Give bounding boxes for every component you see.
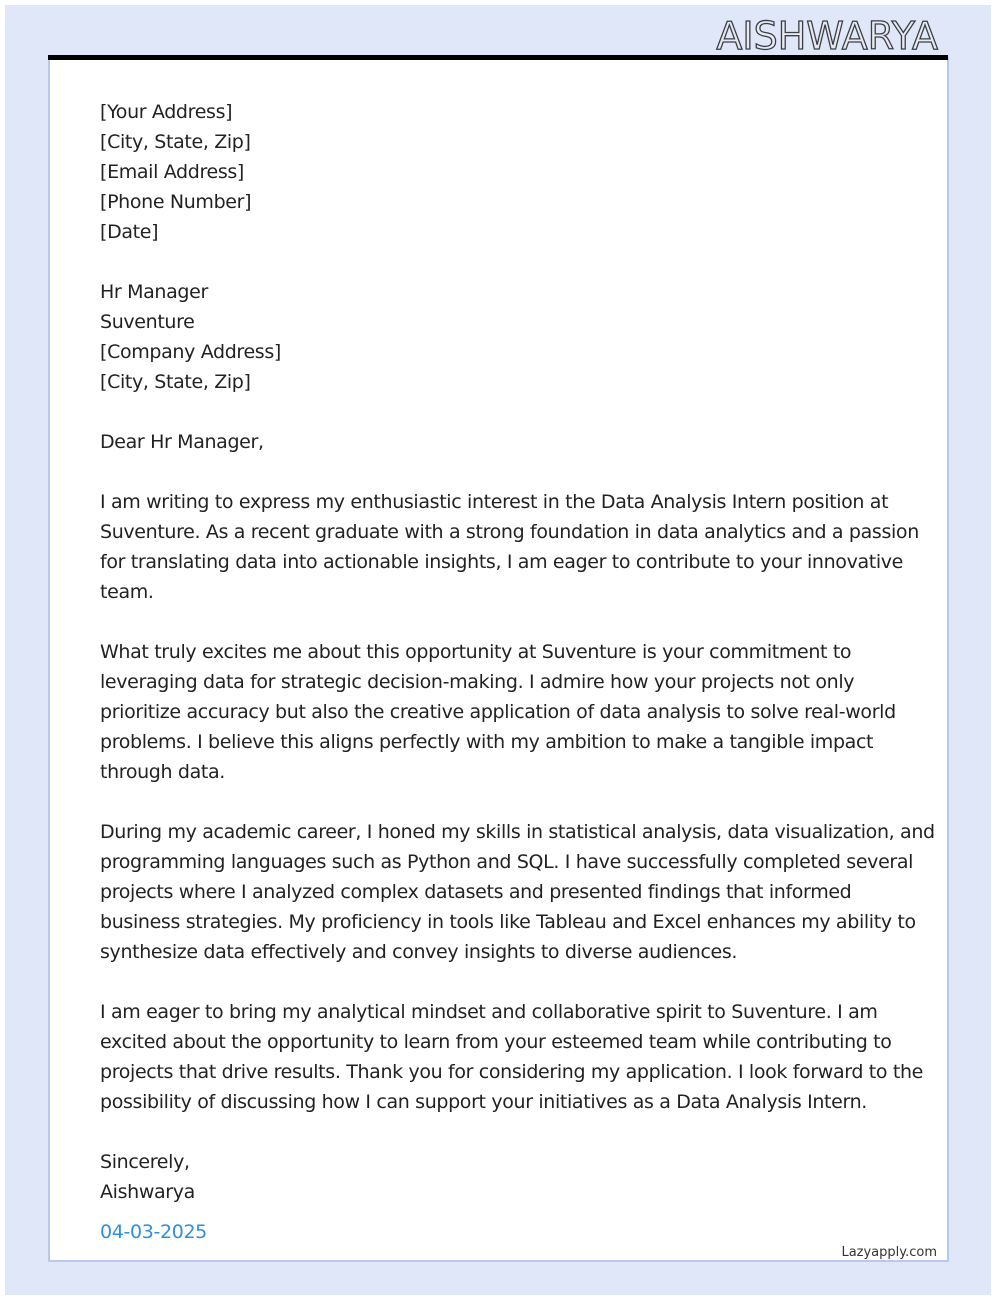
applicant-name-heading: AISHWARYA [716,14,938,58]
letter-body [100,97,935,1247]
paragraph-motivation [100,637,900,787]
letter-date: 04-03-2025 [100,1221,207,1243]
paragraph-line: excited about the opportunity to learn from your esteemed team while contributing to [100,1031,892,1053]
paragraph-line: prioritize accuracy but also the creative application of data analysis to solve real-world [100,701,896,723]
recipient-address: [Company Address] [100,341,281,363]
paragraph-line: for translating data into actionable insights, I am eager to contribute to your innovative [100,551,904,573]
paragraph-line: programming languages such as Python and SQL. I have successfully completed several [100,851,914,873]
sender-block [100,97,900,247]
paragraph-intro [100,487,919,607]
paragraph-line: Suventure. As a recent graduate with a strong foundation in data analytics and a passion [100,521,919,543]
sender-address: [Your Address] [100,101,233,123]
salutation: Dear Hr Manager, [100,431,264,453]
paragraph-line: team. [100,581,154,603]
sender-date: [Date] [100,221,159,243]
paragraph-line: leveraging data for strategic decision-making. I admire how your projects not only [100,671,855,693]
paragraph-experience [100,817,935,967]
recipient-title: Hr Manager [100,281,208,303]
closing: Sincerely, [100,1151,190,1173]
recipient-block [100,277,900,397]
paragraph-line: What truly excites me about this opportunity at Suventure is your commitment to [100,641,852,663]
paragraph-line: synthesize data effectively and convey insights to diverse audiences. [100,941,738,963]
sender-city-state-zip: [City, State, Zip] [100,131,251,153]
paragraph-line: problems. I believe this aligns perfectly with my ambition to make a tangible impact [100,731,874,753]
paragraph-line: projects where I analyzed complex datasets and presented findings that informed [100,881,852,903]
sender-phone: [Phone Number] [100,191,252,213]
paragraph-line: I am writing to express my enthusiastic interest in the Data Analysis Intern position at [100,491,889,513]
paragraph-line: possibility of discussing how I can support your initiatives as a Data Analysis Intern. [100,1091,867,1113]
paragraph-line: I am eager to bring my analytical mindset and collaborative spirit to Suventure. I am [100,1001,878,1023]
recipient-city-state-zip: [City, State, Zip] [100,371,251,393]
paragraph-line: through data. [100,761,225,783]
paragraph-closing [100,997,923,1117]
sender-email: [Email Address] [100,161,244,183]
paragraph-line: projects that drive results. Thank you for considering my application. I look forward to the [100,1061,923,1083]
footer-brand: Lazyapply.com [841,1245,937,1260]
signature: Aishwarya [100,1181,195,1203]
recipient-company: Suventure [100,311,195,333]
paragraph-line: business strategies. My proficiency in tools like Tableau and Excel enhances my ability to [100,911,916,933]
paragraph-line: During my academic career, I honed my skills in statistical analysis, data visualization, and [100,821,935,843]
